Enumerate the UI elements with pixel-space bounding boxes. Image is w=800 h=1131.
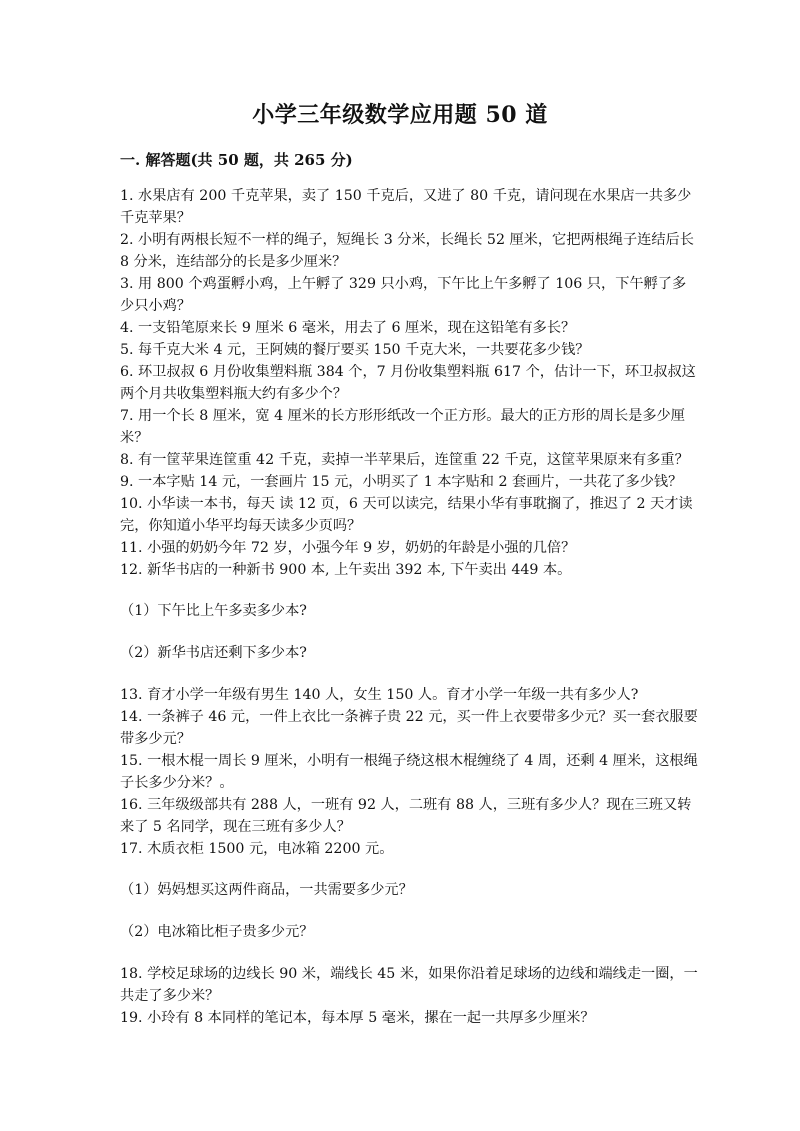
question-19: 19. 小玲有 8 本同样的笔记本，每本厚 5 毫米，摞在一起一共厚多少厘米？ xyxy=(120,1010,595,1026)
question-17: 17. 木质衣柜 1500 元，电冰箱 2200 元。 xyxy=(120,841,394,857)
question-11: 11. 小强的奶奶今年 72 岁，小强今年 9 岁，奶奶的年龄是小强的几倍？ xyxy=(120,540,576,556)
question-3: 3. 用 800 个鸡蛋孵小鸡，上午孵了 329 只小鸡，下午比上午多孵了 106 只，下午孵了多少只小鸡？ xyxy=(120,276,687,314)
question-4: 4. 一支铅笔原来长 9 厘米 6 毫米，用去了 6 厘米，现在这铅笔有多长？ xyxy=(120,320,576,336)
question-10: 10. 小华读一本书，每天 读 12 页，6 天可以读完，结果小华有事耽搁了，推迟了 2 天才读完，你知道小华平均每天读多少页吗？ xyxy=(120,496,693,534)
question-1: 1. 水果店有 200 千克苹果，卖了 150 千克后，又进了 80 千克，请问现在水果店一共多少千克苹果？ xyxy=(120,188,692,226)
question-2: 2. 小明有两根长短不一样的绳子，短绳长 3 分米，长绳长 52 厘米，它把两根绳子连结后长 8 分米，连结部分的长是多少厘米？ xyxy=(120,232,694,270)
section-heading: 一. 解答题(共 50 题，共 265 分) xyxy=(120,151,353,169)
question-7: 7. 用一个长 8 厘米，宽 4 厘米的长方形形纸改一个正方形。最大的正方形的周长是多少厘米？ xyxy=(120,408,685,446)
question-8: 8. 有一筐苹果连筐重 42 千克，卖掉一半苹果后，连筐重 22 千克，这筐苹果原来有多重？ xyxy=(120,452,689,468)
question-5: 5. 每千克大米 4 元，王阿姨的餐厅要买 150 千克大米，一共要花多少钱？ xyxy=(120,342,590,358)
question-16: 16. 三年级级部共有 288 人，一班有 92 人，二班有 88 人，三班有多少人？现在三班又转来了 5 名同学，现在三班有多少人？ xyxy=(120,797,692,835)
question-9: 9. 一本字贴 14 元，一套画片 15 元，小明买了 1 本字贴和 2 套画片，一共花了多少钱？ xyxy=(120,474,683,490)
page-title: 小学三年级数学应用题 50 道 xyxy=(252,102,548,128)
question-12-part-1: （1）下午比上午多卖多少本? xyxy=(120,603,307,619)
question-list xyxy=(120,185,700,1029)
question-12: 12. 新华书店的一种新书 900 本, 上午卖出 392 本, 下午卖出 449 本。 xyxy=(120,562,572,578)
question-13: 13. 育才小学一年级有男生 140 人，女生 150 人。育才小学一年级一共有多少人? xyxy=(120,687,639,703)
question-18: 18. 学校足球场的边线长 90 米，端线长 45 米，如果你沿着足球场的边线和端线走一圈，一共走了多少米？ xyxy=(120,966,698,1004)
question-6: 6. 环卫叔叔 6 月份收集塑料瓶 384 个，7 月份收集塑料瓶 617 个，估计一下，环卫叔叔这两个月共收集塑料瓶大约有多少个？ xyxy=(120,364,696,402)
question-15: 15. 一根木棍一周长 9 厘米，小明有一根绳子绕这根木棍缠绕了 4 周，还剩 4 厘米，这根绳子长多少分米？。 xyxy=(120,753,698,791)
question-17-part-2: （2）电冰箱比柜子贵多少元？ xyxy=(120,924,314,940)
question-14: 14. 一条裤子 46 元，一件上衣比一条裤子贵 22 元，买一件上衣要带多少元？买一套衣服要带多少元？ xyxy=(120,709,698,747)
question-12-part-2: （2）新华书店还剩下多少本? xyxy=(120,645,307,661)
question-17-part-1: （1）妈妈想买这两件商品，一共需要多少元？ xyxy=(120,882,413,898)
